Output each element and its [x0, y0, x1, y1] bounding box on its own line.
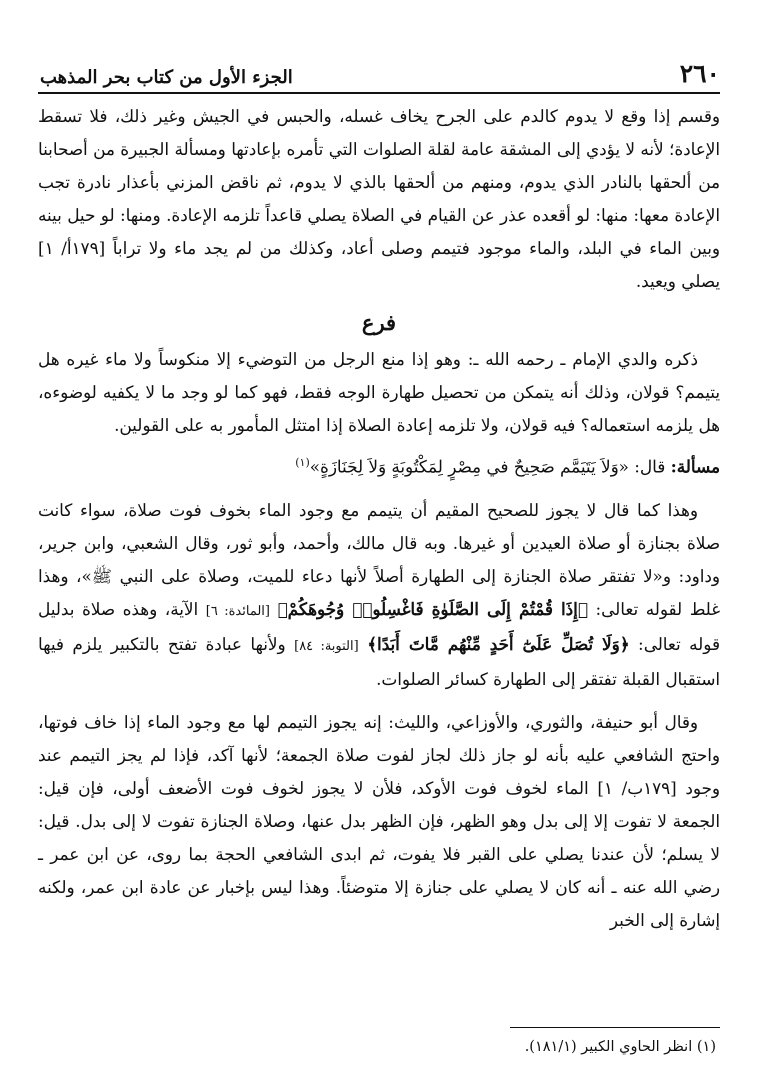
header-rule: [38, 92, 720, 94]
footnote-marker: (١): [295, 456, 310, 469]
quran-ref-2: [التوبة: ٨٤]: [294, 638, 359, 654]
quran-ref-1: [المائدة: ٦]: [205, 603, 270, 619]
footnote-number: (١): [696, 1039, 716, 1055]
paragraph-4: وقال أبو حنيفة، والثوري، والأوزاعي، والليث: إنه يجوز التيمم لها مع وجود الماء إذا خاف فوتها، واحتج الشافعي عليه بأنه لو جاز ذلك لجاز لفوت صلاة الجمعة؛ لأنها آكد، فإذا لم يجز التيمم عند وجود [١٧٩ب/ ١] الماء لخوف فوت الأوكد، فلأن لا يجوز لخوف فوت الأضعف أولى، فإن قيل: الجمعة لا تفوت إلا إلى بدل وهو الظهر، فإن الظهر بدل عنها، وصلاة الجنازة تفوت لا إلى بدل. قيل: لا يسلم؛ لأن عندنا يصلي على القبر فلا يفوت، ثم ابدى الشافعي الحجة بما روى، عن ابن عمر ـ رضي الله عنه ـ أنه كان لا يصلي على جنازة إلا متوضئاً. وهذا ليس بإخبار عن عادة ابن عمر، ولكنه إشارة إلى الخبر: [38, 711, 720, 930]
quran-verse-2: ﴿وَلَا تُصَلِّ عَلَىٰٓ أَحَدٍ مِّنْهُم مَّاتَ أَبَدًا﴾: [367, 633, 630, 654]
masala-label: مسألة:: [670, 456, 720, 477]
masala-text: قال: «وَلاَ يَتَيَمَّم صَحِيحٌ في مِصْرٍ لِمَكْتُوبَةٍ وَلاَ لِجَنَازَةٍ»: [309, 456, 666, 477]
running-title: الجزء الأول من كتاب بحر المذهب: [40, 67, 293, 88]
paragraph-1: وقسم إذا وقع لا يدوم كالدم على الجرح يخاف غسله، والحبس في الجيش وغير ذلك، فلا تسقط الإعادة؛ لأنه لا يؤدي إلى المشقة عامة لقلة الصلوات التي تأمره بإعادتها ومسألة الجبيرة من أصحابنا من ألحقها بالنادر الذي يدوم، ومنهم من ألحقها بالذي لا يدوم، ثم ناقض المزني بأعذار نادرة تجب الإعادة معها: منها: لو أقعده عذر عن القيام في الصلاة يصلي قاعداً تلزمه الإعادة. ومنها: لو حيل بينه وبين الماء في البلد، والماء موجود فتيمم وصلى أعاد، وكذلك من لم يجد ماء ولا تراباً [١٧٩أ/ ١] يصلي ويعيد.: [38, 106, 721, 291]
footnote-text: انظر الحاوي الكبير (١٨١/١).: [524, 1039, 693, 1055]
footnote-rule: [510, 1027, 720, 1028]
paragraph-3-part-a: وهذا كما قال لا يجوز للصحيح المقيم أن يتيمم مع وجود الماء بخوف فوت صلاة، سواء كانت صلاة بجنازة أو صلاة العيدين أو غيرها. وبه قال مالك، وأحمد، وأبو ثور، وقال الشعبي، وابن جرير، وداود: و«لا تفتقر صلاة الجنازة إلى الطهارة أصلاً لأنها دعاء للميت، وصلاة على النبي ﷺ»، وهذا غلط لقوله تعالى:: [38, 499, 720, 619]
paragraph-3-part-c: ولأنها عبادة تفتح بالتكبير يلزم فيها استقبال القبلة تفتقر إلى الطهارة كسائر الصلوات.: [38, 633, 720, 689]
page-header: [40, 48, 720, 88]
section-heading-far: فرع: [361, 310, 397, 335]
paragraph-3-part-b: الآية، وهذه صلاة بدليل قوله تعالى:: [38, 598, 720, 654]
page-number: ٢٦٠: [679, 59, 720, 88]
paragraph-2: ذكره والدي الإمام ـ رحمه الله ـ: وهو إذا منع الرجل من التوضيء إلا منكوساً ولا ماء غيره هل يتيمم؟ قولان، وذلك أنه يتمكن من تحصيل طهارة الوجه فقط، فهو كما لو وجد ما لا يكفيه لوضوءه، هل يلزمه استعماله؟ فيه قولان، ولا تلزمه إعادة الصلاة إذا امتثل المأمور به على القولين.: [38, 349, 720, 435]
quran-verse-1: ﴿إِذَا قُمْتُمْ إِلَى الصَّلَوٰةِ فَاغْسِلُوا۟ وُجُوهَكُمْ﴾: [277, 598, 588, 619]
footnote: [38, 1036, 716, 1058]
masala-line: [38, 446, 720, 484]
page-body: [38, 100, 720, 937]
paragraph-3: [38, 494, 720, 696]
